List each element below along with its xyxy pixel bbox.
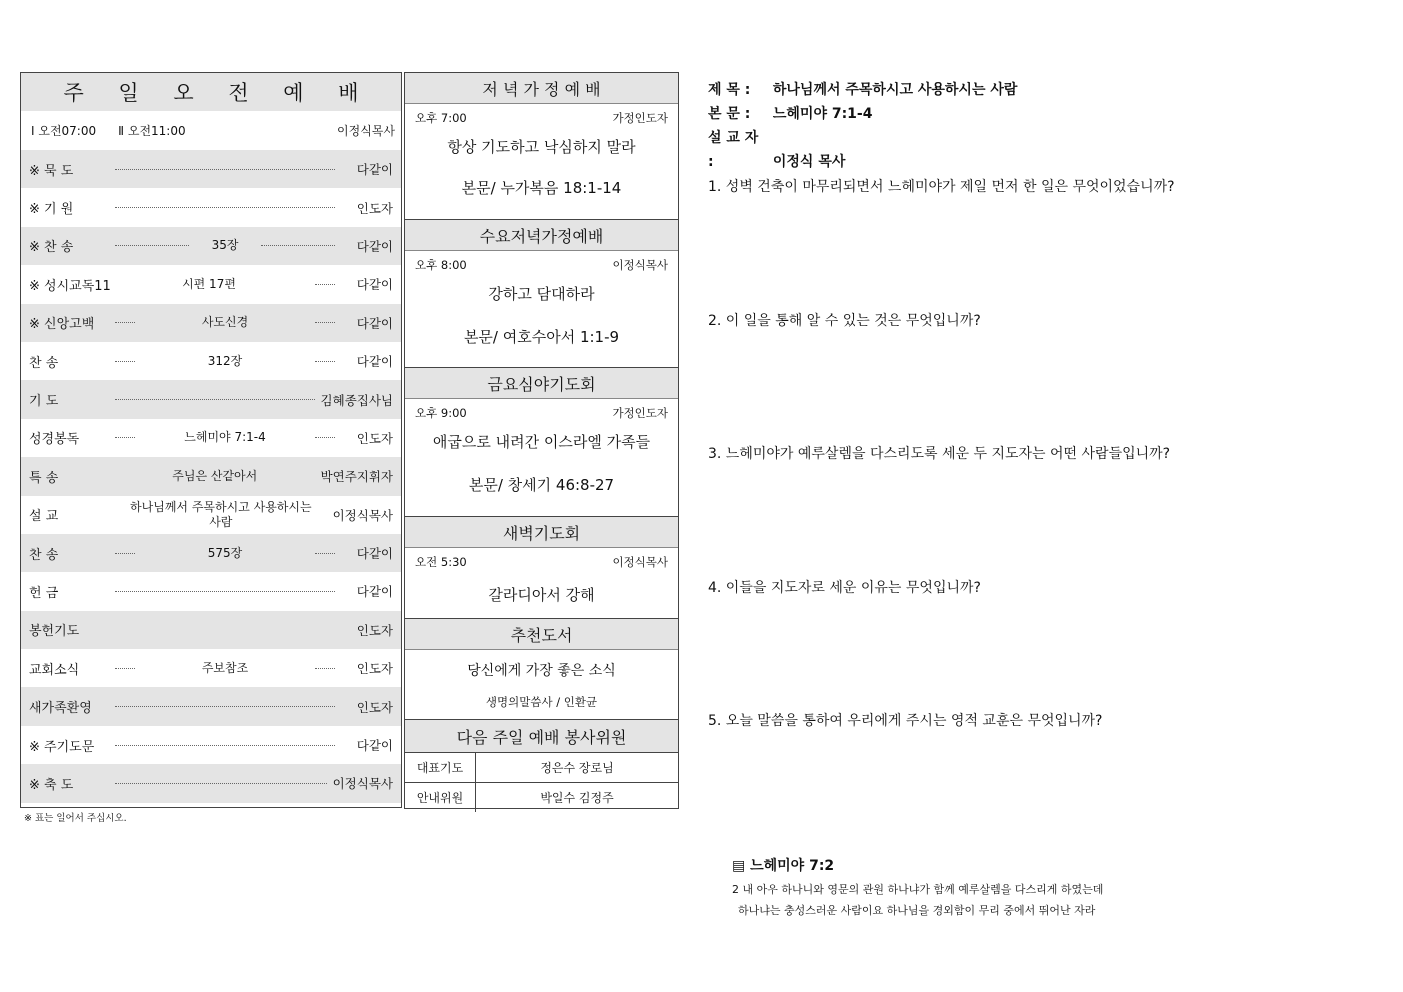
- order-row: [21, 726, 401, 764]
- sunday-service-title: 주 일 오 전 예 배: [21, 73, 401, 111]
- order-leader: 이정식목사: [332, 507, 393, 523]
- evening-time: 오후 7:00: [415, 111, 467, 125]
- order-row: [21, 611, 401, 649]
- book-section-title: 추천도서: [405, 619, 678, 650]
- order-label: ※ 신앙고백: [29, 317, 95, 333]
- order-label: 새가족환영: [29, 701, 92, 717]
- order-row: [21, 304, 401, 342]
- order-detail: 사도신경: [201, 315, 249, 330]
- helper-role: 안내위원: [405, 783, 476, 812]
- order-leader: 다같이: [356, 315, 393, 331]
- order-row: [21, 419, 401, 457]
- sermon-preacher: 이정식 목사: [772, 154, 846, 170]
- sermon-text-label: 본 문 :: [708, 106, 751, 122]
- order-detail: 575장: [207, 545, 243, 560]
- order-label: ※ 성시교독11: [29, 278, 111, 294]
- order-leader: 다같이: [356, 277, 393, 293]
- order-label: ※ 주기도문: [29, 739, 95, 755]
- helper-names: 정은수 장로님: [540, 761, 614, 775]
- wednesday-time: 오후 8:00: [415, 258, 467, 272]
- wednesday-service-section: [405, 220, 678, 368]
- service-leader: 이정식목사: [337, 124, 395, 138]
- order-detail: 312장: [207, 353, 243, 368]
- order-label: 설 교: [29, 509, 59, 525]
- evening-service-section: [405, 73, 678, 220]
- weekly-services-column: [404, 72, 679, 809]
- service-2-time: Ⅱ 오전11:00: [118, 124, 186, 138]
- order-leader: 김혜종집사님: [320, 392, 393, 408]
- order-label: 찬 송: [29, 355, 59, 371]
- dawn-theme: 갈라디아서 강해: [488, 586, 595, 604]
- book-section: [405, 619, 678, 720]
- evening-theme: 항상 기도하고 낙심하지 말라: [447, 138, 636, 156]
- order-row: [21, 572, 401, 610]
- sunday-service-table: [20, 72, 402, 808]
- order-detail: 35장: [211, 238, 239, 253]
- sermon-preacher-line: [708, 126, 1017, 174]
- order-row: [21, 764, 401, 802]
- evening-leader: 가정인도자: [612, 111, 668, 125]
- book-author: 생명의말씀사 / 인환균: [485, 695, 598, 709]
- helper-names: 박일수 김정주: [540, 791, 614, 805]
- order-leader: 인도자: [356, 622, 393, 638]
- friday-service-title: 금요심야기도회: [405, 368, 678, 399]
- friday-leader: 가정인도자: [612, 406, 668, 420]
- wednesday-text: 본문/ 여호수아서 1:1-9: [463, 328, 620, 346]
- verse-reference: ▤ 느헤미야 7:2: [732, 858, 835, 874]
- order-label: 성경봉독: [29, 432, 80, 448]
- question-1: 1. 성벽 건축이 마무리되면서 느헤미야가 제일 먼저 한 일은 무엇이었습니까?: [708, 179, 1175, 195]
- order-label: 특 송: [29, 470, 59, 486]
- question-4: 4. 이들을 지도자로 세운 이유는 무엇입니까?: [708, 580, 981, 596]
- wednesday-service-title: 수요저녁가정예배: [405, 220, 678, 251]
- order-row: [21, 150, 401, 188]
- order-row: [21, 457, 401, 495]
- order-row: [21, 534, 401, 572]
- sermon-text: 느헤미야 7:1-4: [772, 106, 873, 122]
- order-detail: 하나님께서 주목하시고 사용하시는 사람: [130, 499, 312, 529]
- order-leader: 이정식목사: [332, 776, 393, 792]
- order-row: [21, 687, 401, 725]
- evening-service-title: 저 녁 가 정 예 배: [405, 73, 678, 104]
- question-3: 3. 느헤미야가 예루살렘을 다스리도록 세운 두 지도자는 어떤 사람들입니까?: [708, 446, 1171, 462]
- order-leader: 다같이: [356, 238, 393, 254]
- order-detail: 느헤미야 7:1-4: [184, 430, 266, 445]
- order-row: [21, 188, 401, 226]
- verse-line-1: 2 내 아우 하나니와 영문의 관원 하나냐가 함께 예루살렘을 다스리게 하였는데: [732, 883, 1104, 896]
- helpers-section: [405, 720, 678, 812]
- order-label: ※ 축 도: [29, 777, 74, 793]
- order-leader: 인도자: [356, 430, 393, 446]
- order-label: 봉헌기도: [29, 624, 80, 640]
- order-leader: 다같이: [356, 162, 393, 178]
- sermon-preacher-label: 설 교 자 :: [708, 130, 759, 170]
- order-row: [21, 380, 401, 418]
- sermon-info: [708, 78, 1017, 174]
- friday-text: 본문/ 창세기 46:8-27: [468, 476, 615, 494]
- order-leader: 다같이: [356, 738, 393, 754]
- order-row: [21, 649, 401, 687]
- order-label: ※ 기 원: [29, 202, 74, 218]
- wednesday-theme: 강하고 담대하라: [488, 285, 595, 303]
- order-row: [21, 227, 401, 265]
- sermon-title-label: 제 목 :: [708, 82, 751, 98]
- order-detail: 시편 17편: [182, 276, 236, 291]
- dawn-service-title: 새벽기도회: [405, 517, 678, 548]
- verse-line-2: 하나냐는 충성스러운 사람이요 하나님을 경외함이 무리 중에서 뛰어난 자라: [738, 904, 1096, 917]
- helpers-title: 다음 주일 예배 봉사위원: [405, 720, 678, 752]
- sermon-text-line: [708, 102, 1017, 126]
- helper-row: [405, 782, 678, 812]
- order-row: [21, 496, 401, 534]
- dawn-time: 오전 5:30: [415, 555, 467, 569]
- order-detail: 주님은 산같아서: [172, 468, 258, 483]
- order-detail: 주보참조: [201, 660, 249, 675]
- wednesday-leader: 이정식목사: [612, 258, 668, 272]
- question-5: 5. 오늘 말씀을 통하여 우리에게 주시는 영적 교훈은 무엇입니까?: [708, 713, 1103, 729]
- helper-role: 대표기도: [405, 753, 476, 782]
- standing-note: ※ 표는 일어서 주십시오.: [24, 813, 127, 824]
- dawn-service-section: [405, 517, 678, 619]
- evening-text: 본문/ 누가복음 18:1-14: [461, 179, 622, 197]
- order-leader: 인도자: [356, 200, 393, 216]
- order-label: 찬 송: [29, 547, 59, 563]
- order-label: ※ 찬 송: [29, 240, 74, 256]
- friday-theme: 애굽으로 내려간 이스라엘 가족들: [432, 433, 651, 451]
- order-label: 기 도: [29, 394, 59, 410]
- order-leader: 다같이: [356, 584, 393, 600]
- order-leader: 인도자: [356, 699, 393, 715]
- order-label: ※ 묵 도: [29, 163, 74, 179]
- order-row: [21, 342, 401, 380]
- memory-verse: [732, 855, 1103, 921]
- question-2: 2. 이 일을 통해 알 수 있는 것은 무엇입니까?: [708, 313, 981, 329]
- order-leader: 박연주지휘자: [320, 469, 393, 485]
- service-times: [21, 111, 401, 150]
- friday-time: 오후 9:00: [415, 406, 467, 420]
- friday-service-section: [405, 368, 678, 517]
- order-label: 교회소식: [29, 662, 80, 678]
- book-title: 당신에게 가장 좋은 소식: [467, 663, 616, 679]
- service-1-time: Ⅰ 오전07:00: [31, 124, 97, 138]
- dawn-leader: 이정식목사: [612, 555, 668, 569]
- order-leader: 다같이: [356, 546, 393, 562]
- helper-row: [405, 752, 678, 782]
- order-leader: 인도자: [356, 661, 393, 677]
- sermon-title: 하나님께서 주목하시고 사용하시는 사람: [772, 82, 1018, 98]
- order-row: [21, 265, 401, 303]
- sermon-title-line: [708, 78, 1017, 102]
- order-label: 헌 금: [29, 585, 59, 601]
- order-leader: 다같이: [356, 354, 393, 370]
